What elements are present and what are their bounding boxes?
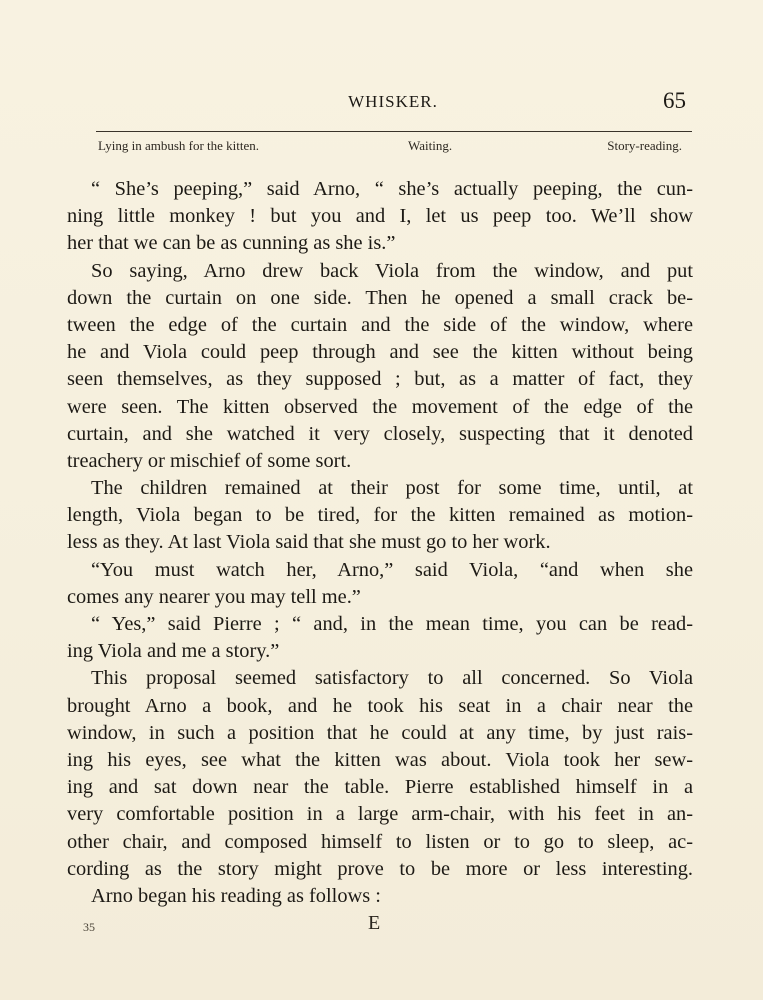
text-line: ing Viola and me a story.” — [67, 640, 280, 663]
text-line: down the curtain on one side. Then he opened a small crack be- — [67, 286, 693, 309]
signature-mark: 35 — [83, 920, 95, 934]
page-number: 65 — [663, 88, 686, 113]
text-line: cording as the story might prove to be more or less interesting. — [67, 857, 693, 880]
text-line: ing his eyes, see what the kitten was about. Viola took her sew- — [67, 748, 693, 771]
topic-1: Lying in ambush for the kitten. — [98, 138, 260, 153]
topic-3: Story-reading. — [607, 138, 682, 153]
text-line: Arno began his reading as follows : — [91, 884, 381, 907]
text-line: seen themselves, as they supposed ; but, as a matter of fact, they — [67, 368, 693, 391]
text-line: treachery or mischief of some sort. — [67, 449, 352, 472]
text-line: her that we can be as cunning as she is.” — [67, 232, 396, 255]
text-line: he and Viola could peep through and see the kitten without being — [67, 341, 693, 364]
running-head — [96, 88, 690, 118]
text-line: very comfortable position in a large arm-chair, with his feet in an- — [67, 803, 693, 826]
text-line: window, in such a position that he could at any time, by just rais- — [67, 721, 693, 744]
text-line: curtain, and she watched it very closely, suspecting that it denoted — [67, 422, 693, 445]
text-line: other chair, and composed himself to listen or to go to sleep, ac- — [67, 830, 693, 853]
text-line: This proposal seemed satisfactory to all concerned. So Viola — [91, 667, 693, 690]
header-rule — [96, 131, 692, 132]
text-line: were seen. The kitten observed the movement of the edge of the — [67, 395, 693, 418]
topic-2: Waiting. — [408, 138, 453, 153]
text-line: length, Viola began to be tired, for the kitten remained as motion- — [67, 504, 693, 527]
body-text — [67, 176, 693, 910]
signature-letter: E — [368, 912, 381, 934]
text-line: “ She’s peeping,” said Arno, “ she’s actually peeping, the cun- — [91, 178, 693, 200]
text-line: “ Yes,” said Pierre ; “ and, in the mean time, you can be read- — [91, 613, 693, 635]
text-line: “You must watch her, Arno,” said Viola, “and when she — [91, 558, 693, 581]
text-line: ing and sat down near the table. Pierre established himself in a — [67, 776, 693, 799]
text-line: less as they. At last Viola said that she must go to her work. — [67, 531, 551, 554]
text-line: So saying, Arno drew back Viola from the window, and put — [91, 259, 693, 282]
text-line: brought Arno a book, and he took his seat in a chair near the — [67, 694, 693, 717]
text-line: tween the edge of the curtain and the side of the window, where — [67, 313, 693, 336]
text-line: comes any nearer you may tell me.” — [67, 585, 361, 608]
running-title: WHISKER. — [348, 92, 438, 111]
topic-line — [96, 138, 692, 158]
text-line: ning little monkey ! but you and I, let us peep too. We’ll show — [67, 205, 693, 228]
text-line: The children remained at their post for some time, until, at — [91, 477, 693, 500]
